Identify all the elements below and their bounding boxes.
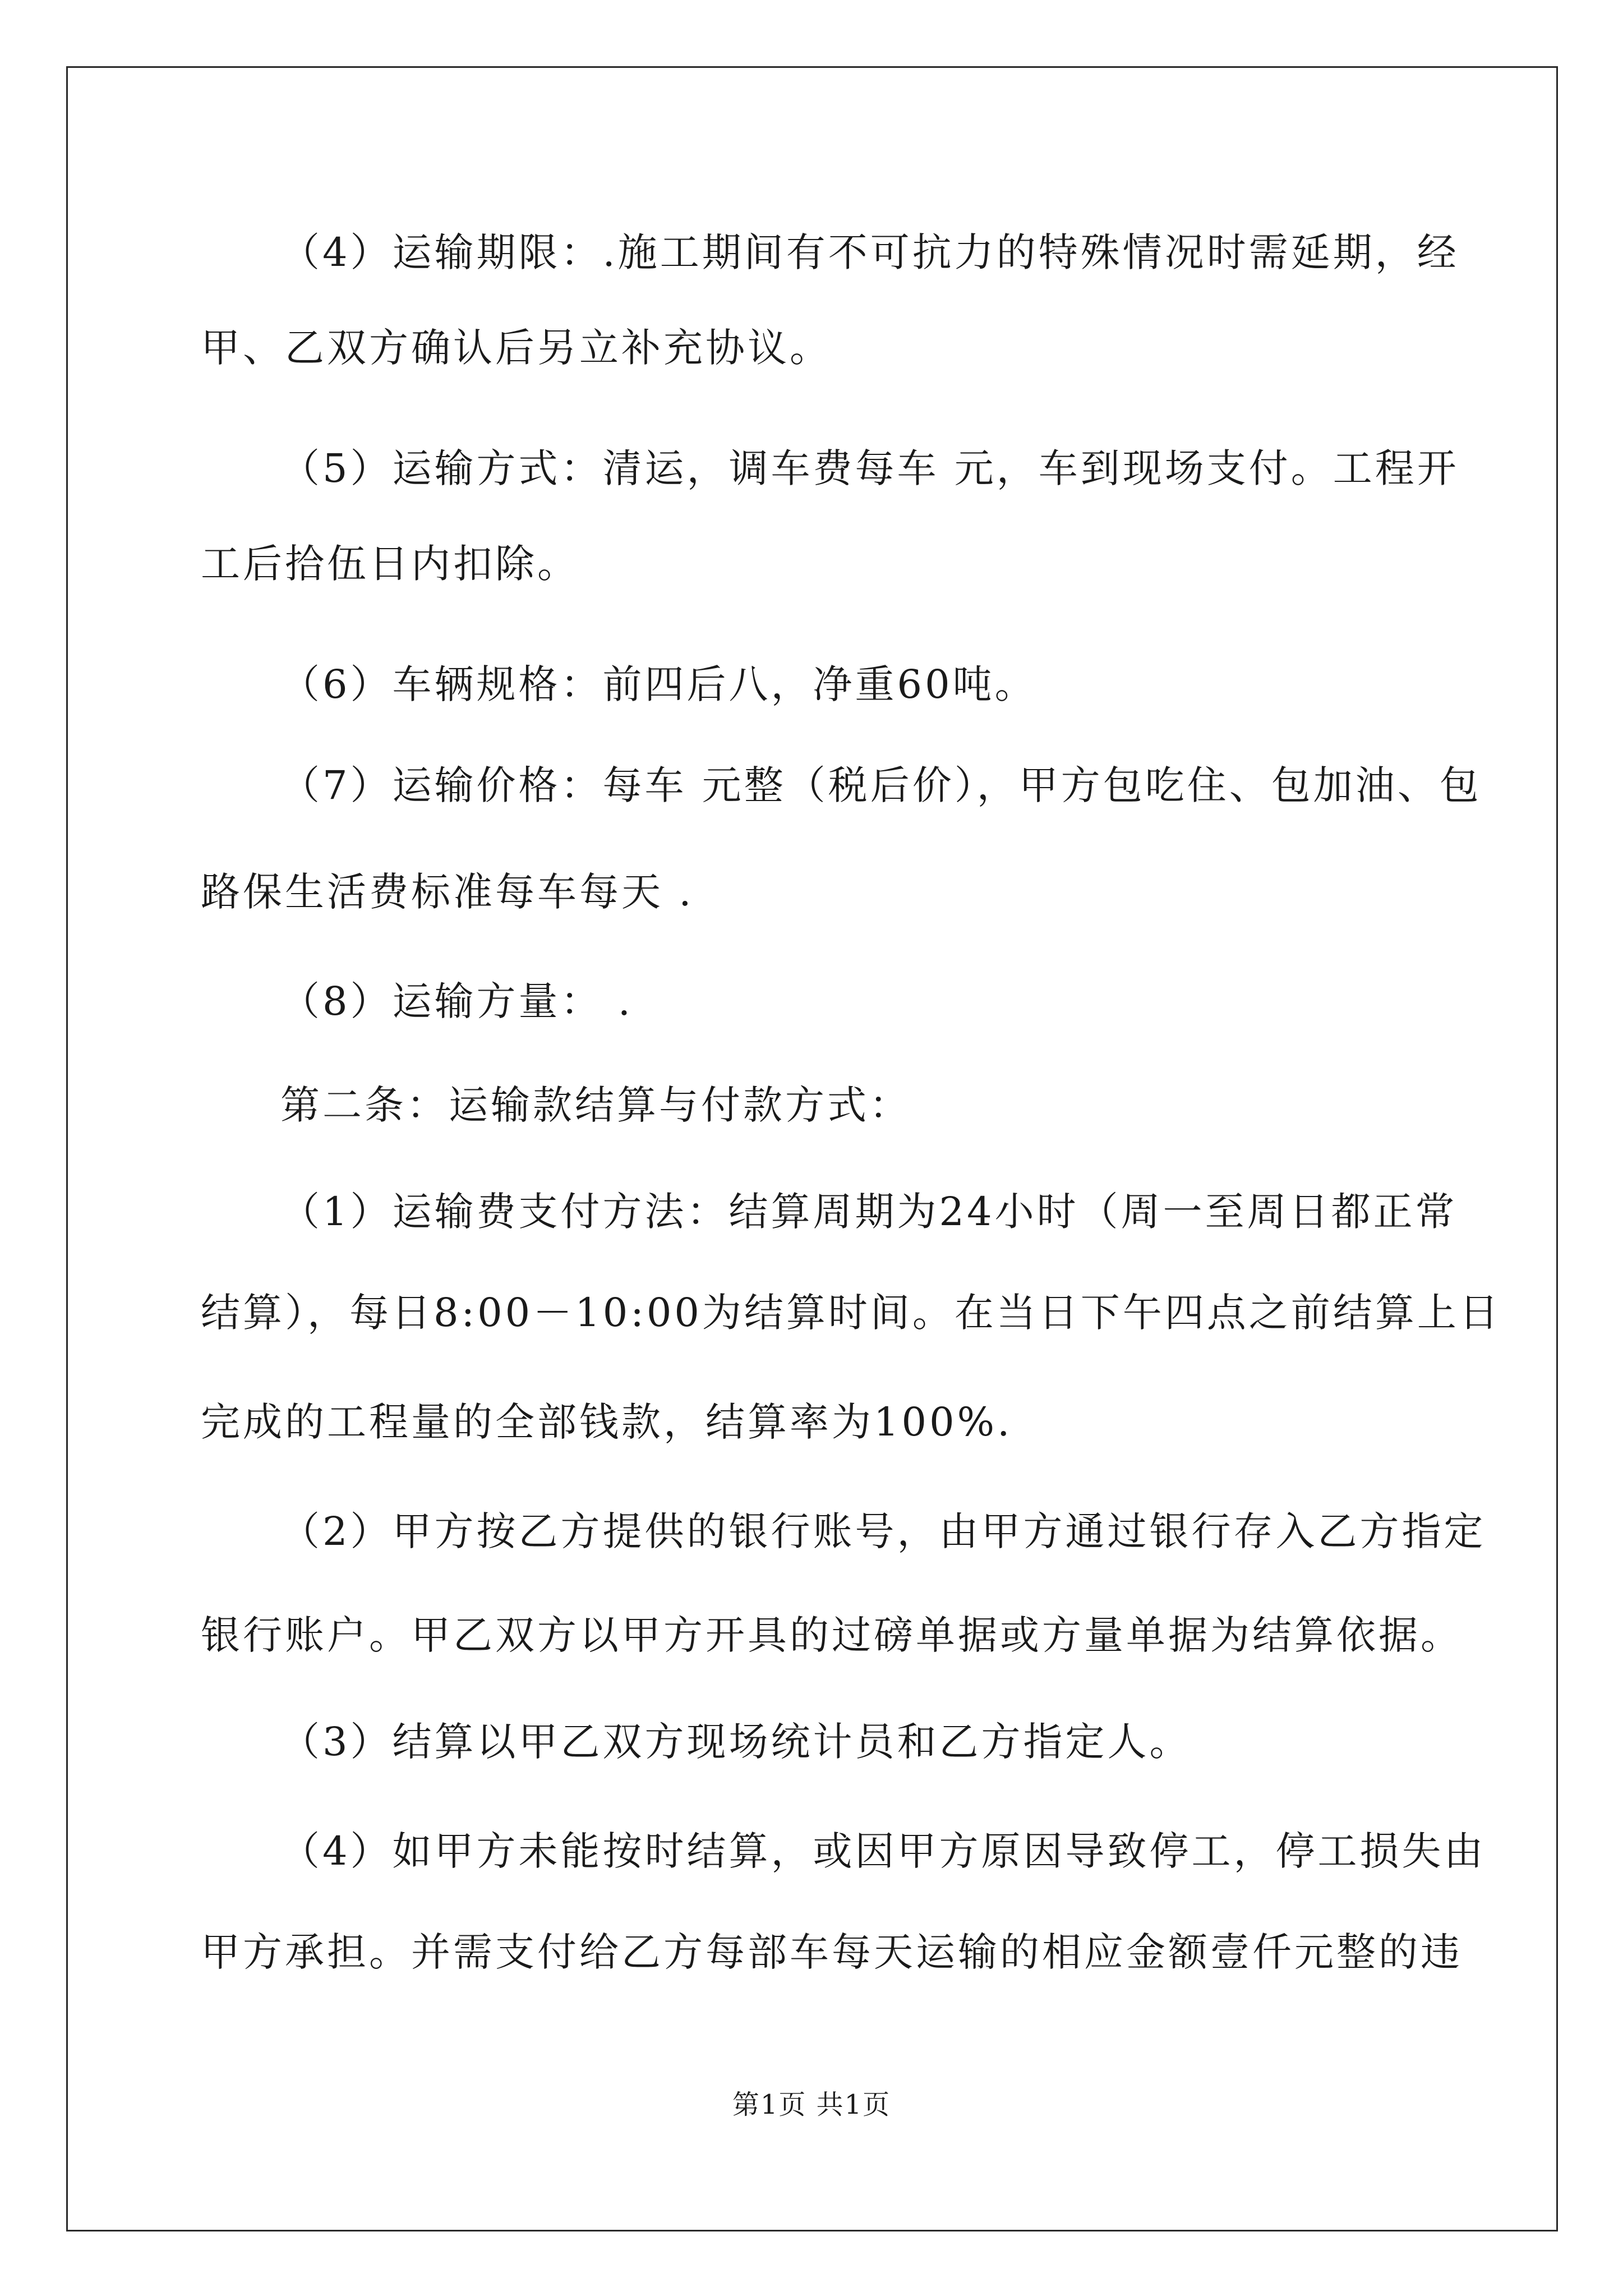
paragraph-line: （6）车辆规格：前四后八，净重60吨。 bbox=[280, 661, 1037, 707]
page-number: 第1页 共1页 bbox=[732, 2089, 891, 2120]
paragraph-line: 甲、乙双方确认后另立补充协议。 bbox=[201, 325, 832, 371]
paragraph-line: 路保生活费标准每车每天 . bbox=[201, 869, 694, 915]
paragraph-line: （5）运输方式：清运，调车费每车 元，车到现场支付。工程开 bbox=[280, 445, 1459, 491]
paragraph-line: （8）运输方量： . bbox=[280, 978, 634, 1024]
paragraph-line: （7）运输价格：每车 元整（税后价），甲方包吃住、包加油、包 bbox=[280, 762, 1482, 808]
paragraph-line: （3）结算以甲乙双方现场统计员和乙方指定人。 bbox=[280, 1719, 1192, 1765]
paragraph-line: 银行账户。甲乙双方以甲方开具的过磅单据或方量单据为结算依据。 bbox=[201, 1612, 1463, 1658]
section-heading: 第二条：运输款结算与付款方式： bbox=[280, 1082, 911, 1128]
paragraph-line: （2）甲方按乙方提供的银行账号，由甲方通过银行存入乙方指定 bbox=[280, 1508, 1486, 1554]
paragraph-line: （4）运输期限：.施工期间有不可抗力的特殊情况时需延期，经 bbox=[280, 229, 1459, 275]
paragraph-line: 甲方承担。并需支付给乙方每部车每天运输的相应金额壹仟元整的违 bbox=[201, 1929, 1463, 1975]
paragraph-line: 工后拾伍日内扣除。 bbox=[201, 541, 579, 587]
paragraph-line: 完成的工程量的全部钱款，结算率为100%. bbox=[201, 1399, 1013, 1445]
paragraph-line: （4）如甲方未能按时结算，或因甲方原因导致停工，停工损失由 bbox=[280, 1828, 1486, 1874]
paragraph-line: 结算），每日8:00－10:00为结算时间。在当日下午四点之前结算上日 bbox=[201, 1290, 1501, 1336]
paragraph-line: （1）运输费支付方法：结算周期为24小时（周一至周日都正常 bbox=[280, 1189, 1458, 1235]
page-border bbox=[66, 66, 1558, 2231]
